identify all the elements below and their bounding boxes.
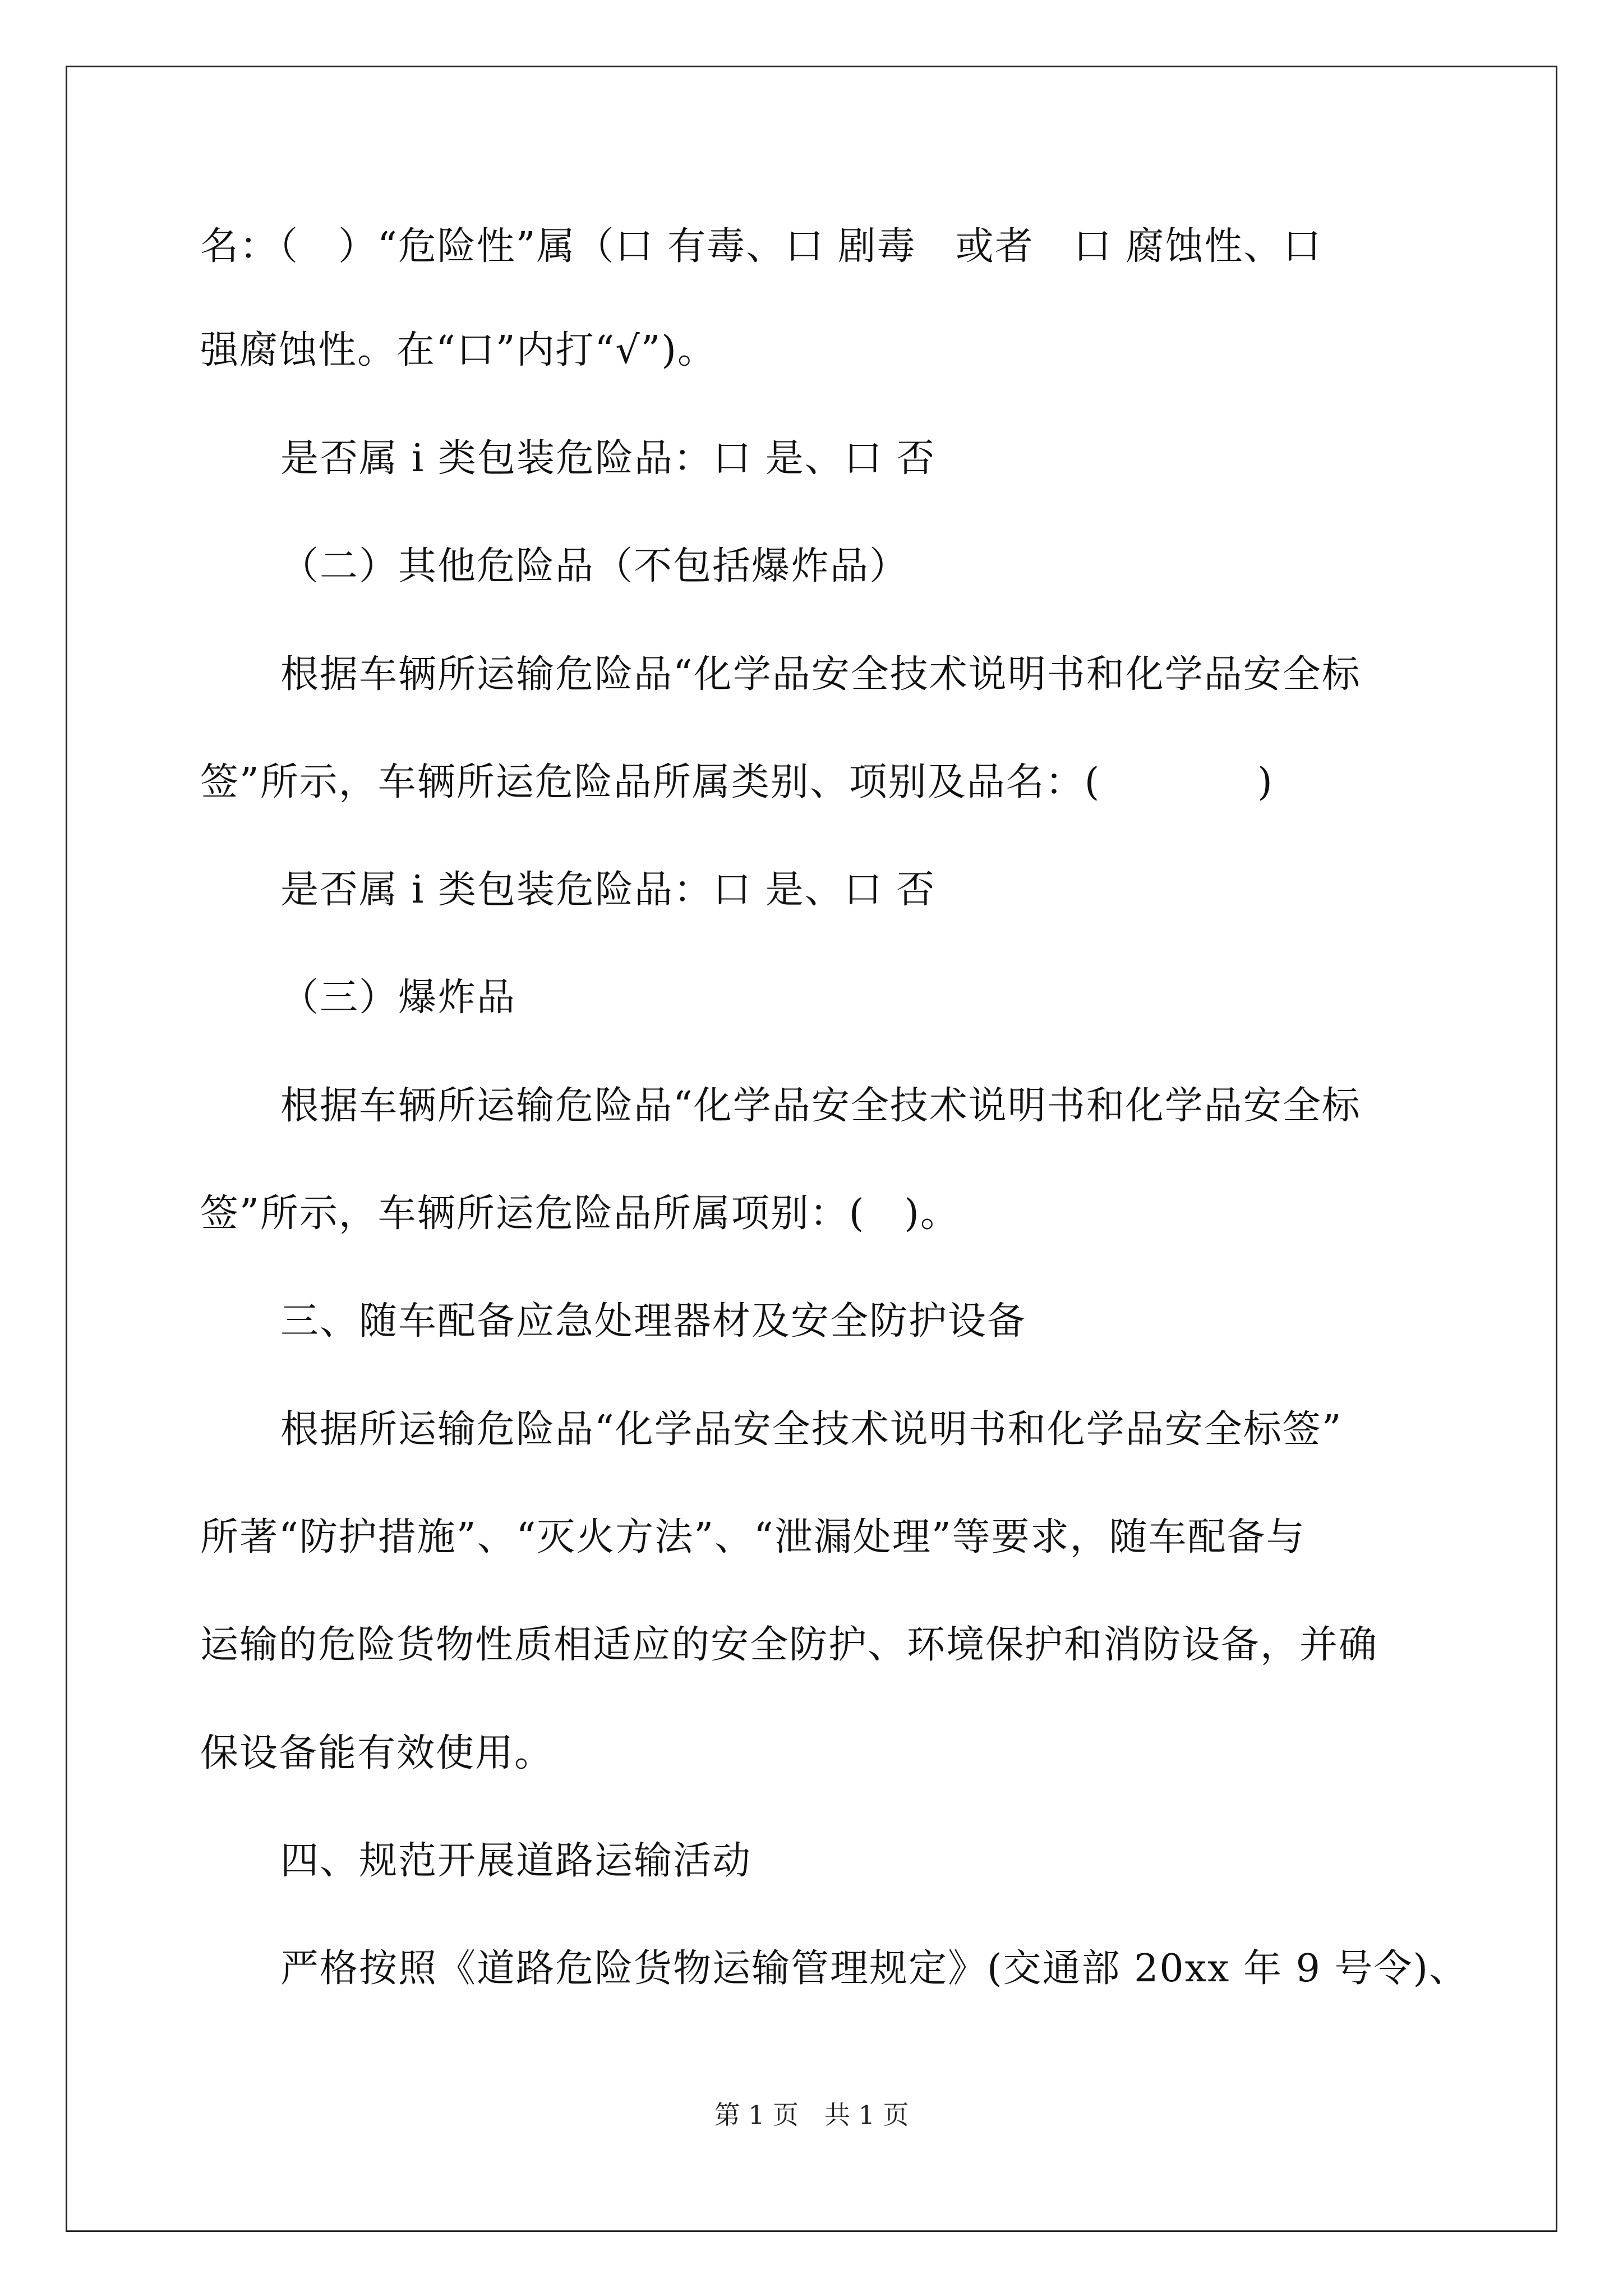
text-line: 保设备能有效使用。: [200, 1731, 554, 1775]
text-line: 严格按照《道路危险货物运输管理规定》(交通部 20xx 年 9 号令)、: [280, 1947, 1469, 1991]
section-heading: （三）爆炸品: [280, 976, 517, 1020]
text-line: 所著“防护措施”、“灭火方法”、“泄漏处理”等要求，随车配备与: [200, 1515, 1306, 1559]
text-line: 运输的危险货物性质相适应的安全防护、环境保护和消防设备，并确: [200, 1623, 1378, 1667]
text-line: 签”所示，车辆所运危险品所属类别、项别及品名：( ): [200, 760, 1274, 804]
text-line: 是否属 i 类包装危险品：口 是、口 否: [280, 868, 936, 912]
page-footer: 第 1 页 共 1 页: [714, 2100, 909, 2130]
text-line: 根据车辆所运输危险品“化学品安全技术说明书和化学品安全标: [280, 652, 1361, 697]
text-line: 名：（ ）“危险性”属（口 有毒、口 剧毒 或者 口 腐蚀性、口: [200, 224, 1322, 269]
section-heading: 四、规范开展道路运输活动: [280, 1839, 752, 1883]
text-line: 是否属 i 类包装危险品：口 是、口 否: [280, 436, 936, 481]
text-line: 签”所示，车辆所运危险品所属项别：( )。: [200, 1191, 960, 1236]
text-line: 根据车辆所运输危险品“化学品安全技术说明书和化学品安全标: [280, 1084, 1361, 1128]
section-heading: （二）其他危险品（不包括爆炸品）: [280, 544, 909, 588]
text-line: 根据所运输危险品“化学品安全技术说明书和化学品安全标签”: [280, 1407, 1343, 1452]
text-line: 强腐蚀性。在“口”内打“√”)。: [200, 328, 717, 372]
page-border: [66, 66, 1557, 2232]
section-heading: 三、随车配备应急处理器材及安全防护设备: [280, 1299, 1027, 1343]
